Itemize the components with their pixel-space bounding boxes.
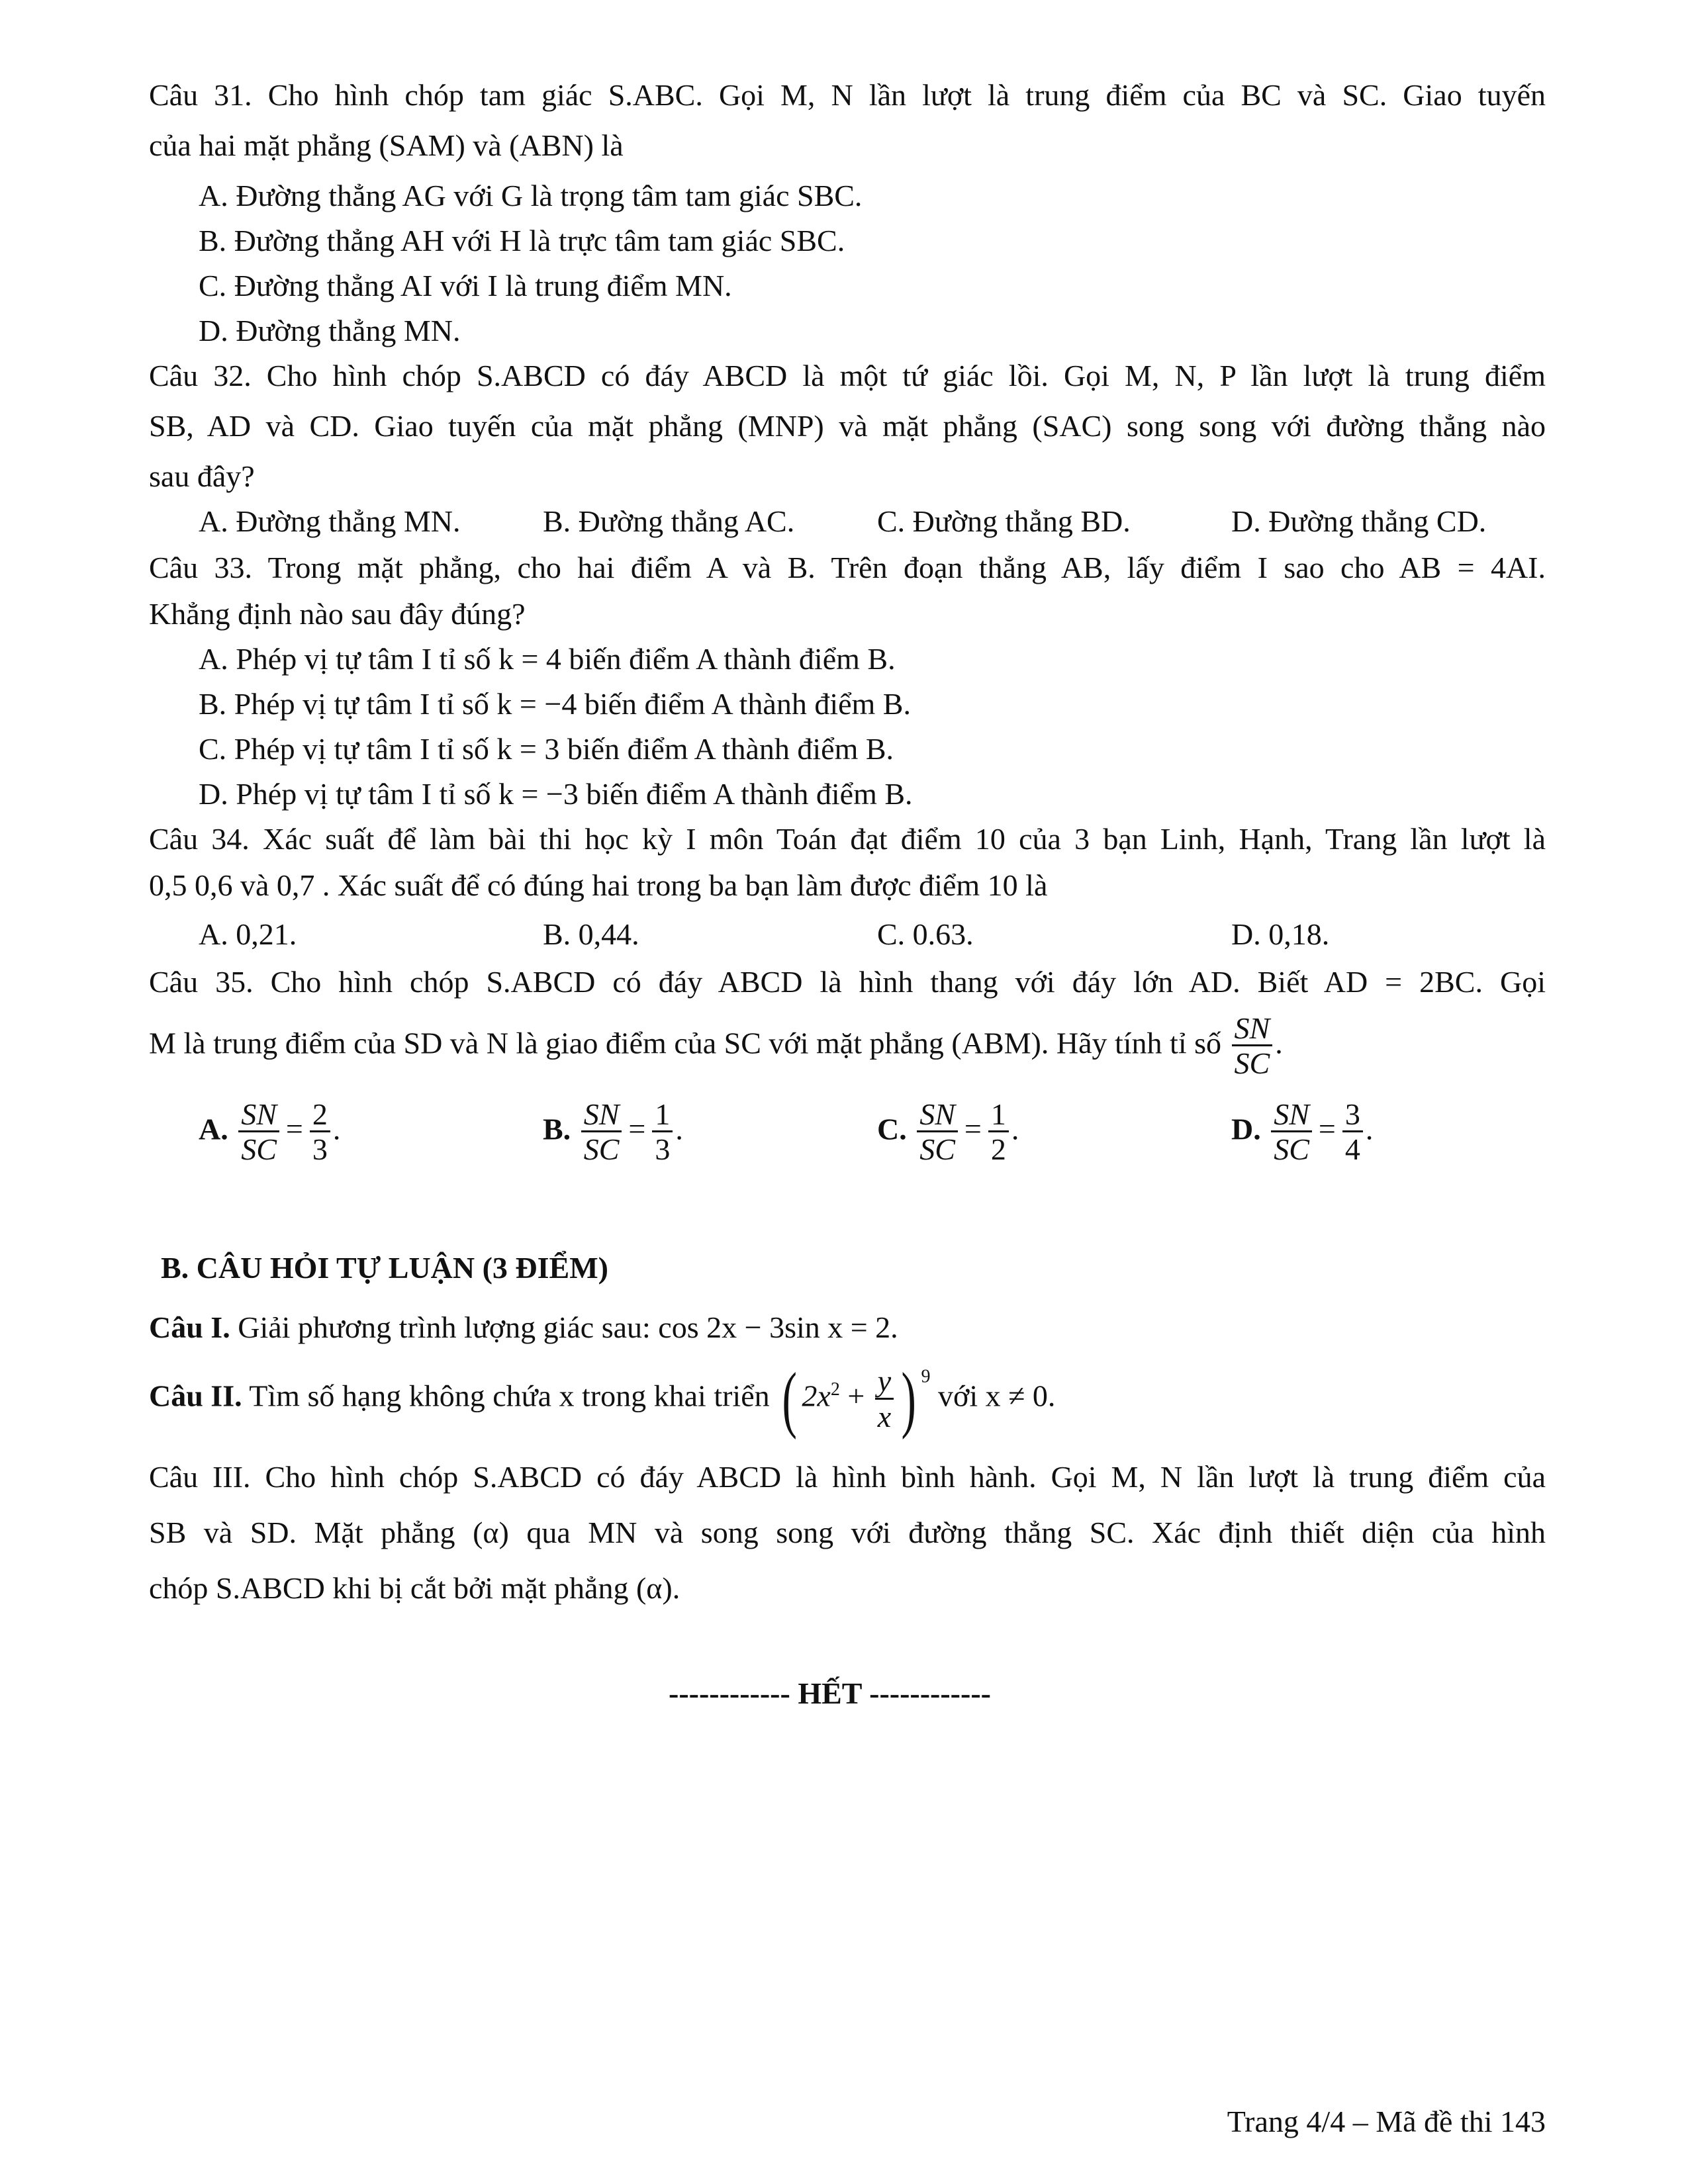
qII-expression: ( $2x^2$ + $\frac{y}{x}$ ) $^9$ — [782, 1358, 931, 1440]
q33-option-b: B. Phép vị tự tâm I tỉ số k = −4 biến điểm A thành điểm B. — [199, 687, 911, 721]
q33-line1: Câu 33. Trong mặt phẳng, cho hai điểm A và B. Trên đoạn thẳng AB, lấy điểm I sao cho AB = 4AI. — [149, 551, 1546, 584]
q31-option-c: C. Đường thẳng AI với I là trung điểm MN. — [199, 269, 732, 302]
qI-text: Giải phương trình lượng giác sau: cos 2x − 3sin x = 2. — [238, 1310, 898, 1344]
q35-ratio-fraction: $\frac{SN}{SC}$ — [1232, 1013, 1273, 1080]
q35-option-d: D. $\frac{SN}{SC}$ = $\frac{3}{4}$ . — [1231, 1097, 1374, 1167]
page-footer: Trang 4/4 – Mã đề thi 143 — [1227, 2105, 1546, 2138]
q31-option-b: B. Đường thẳng AH với H là trực tâm tam giác SBC. — [199, 224, 845, 257]
q31-line2: của hai mặt phẳng (SAM) và (ABN) là — [149, 128, 624, 162]
q32-option-c: C. Đường thẳng BD. — [877, 504, 1131, 538]
q31-line1: Câu 31. Cho hình chóp tam giác S.ABC. Gọi M, N lần lượt là trung điểm của BC và SC. Giao tuyến — [149, 78, 1546, 112]
q34-line2: 0,5 0,6 và 0,7 . Xác suất để có đúng hai trong ba bạn làm được điểm 10 là — [149, 868, 1048, 902]
qI-line — [149, 1310, 898, 1345]
q32-line3: sau đây? — [149, 459, 255, 493]
q34-option-c: C. 0.63. — [877, 917, 974, 951]
qII-label: Câu II. — [149, 1379, 242, 1413]
qIII-line1: Câu III. Cho hình chóp S.ABCD có đáy ABCD là hình bình hành. Gọi M, N lần lượt là trung điểm của — [149, 1460, 1546, 1494]
q33-option-a: A. Phép vị tự tâm I tỉ số k = 4 biến điểm A thành điểm B. — [199, 642, 896, 676]
q33-option-d: D. Phép vị tự tâm I tỉ số k = −3 biến điểm A thành điểm B. — [199, 777, 913, 811]
q34-option-a: A. 0,21. — [199, 917, 297, 951]
end-marker: ------------ HẾT ------------ — [669, 1676, 991, 1710]
q33-option-c: C. Phép vị tự tâm I tỉ số k = 3 biến điểm A thành điểm B. — [199, 732, 894, 766]
q35-option-c: C. $\frac{SN}{SC}$ = $\frac{1}{2}$ . — [877, 1097, 1019, 1167]
qIII-line2: SB và SD. Mặt phẳng (α) qua MN và song song với đường thẳng SC. Xác định thiết diện của hình — [149, 1516, 1546, 1549]
qII-line — [149, 1358, 1056, 1440]
q35-option-b: B. $\frac{SN}{SC}$ = $\frac{1}{3}$ . — [543, 1097, 683, 1167]
q34-line1: Câu 34. Xác suất để làm bài thi học kỳ I môn Toán đạt điểm 10 của 3 bạn Linh, Hạnh, Trang lần lượt là — [149, 822, 1546, 856]
qI-label: Câu I. — [149, 1310, 230, 1344]
section-b-title: B. CÂU HỎI TỰ LUẬN (3 ĐIỂM) — [161, 1251, 608, 1285]
qIII-line3: chóp S.ABCD khi bị cắt bởi mặt phẳng (α). — [149, 1571, 680, 1605]
q32-option-b: B. Đường thẳng AC. — [543, 504, 795, 538]
q34-option-d: D. 0,18. — [1231, 917, 1330, 951]
q32-option-a: A. Đường thẳng MN. — [199, 504, 461, 538]
q35-line1: Câu 35. Cho hình chóp S.ABCD có đáy ABCD là hình thang với đáy lớn AD. Biết AD = 2BC. Gọi — [149, 965, 1546, 999]
q31-option-a: A. Đường thẳng AG với G là trọng tâm tam giác SBC. — [199, 179, 863, 212]
q35-line2-text: M là trung điểm của SD và N là giao điểm của SC với mặt phẳng (ABM). Hãy tính tỉ số — [149, 1026, 1222, 1060]
q33-line2: Khẳng định nào sau đây đúng? — [149, 597, 526, 631]
q32-line2: SB, AD và CD. Giao tuyến của mặt phẳng (MNP) và mặt phẳng (SAC) song song với đường thẳng nào — [149, 409, 1546, 443]
qII-text-after: với x ≠ 0. — [938, 1379, 1056, 1413]
q34-option-b: B. 0,44. — [543, 917, 639, 951]
q35-line2: M là trung điểm của SD và N là giao điểm của SC với mặt phẳng (ABM). Hãy tính tỉ số $\frac{SN}{SC}$ . — [149, 1011, 1283, 1081]
q32-line1: Câu 32. Cho hình chóp S.ABCD có đáy ABCD là một tứ giác lồi. Gọi M, N, P lần lượt là trung điểm — [149, 359, 1546, 392]
q35-option-a: A. $\frac{SN}{SC}$ = $\frac{2}{3}$ . — [199, 1097, 341, 1167]
qII-text-before: Tìm số hạng không chứa x trong khai triển — [249, 1379, 770, 1413]
q31-option-d: D. Đường thẳng MN. — [199, 314, 461, 347]
q32-option-d: D. Đường thẳng CD. — [1231, 504, 1487, 538]
